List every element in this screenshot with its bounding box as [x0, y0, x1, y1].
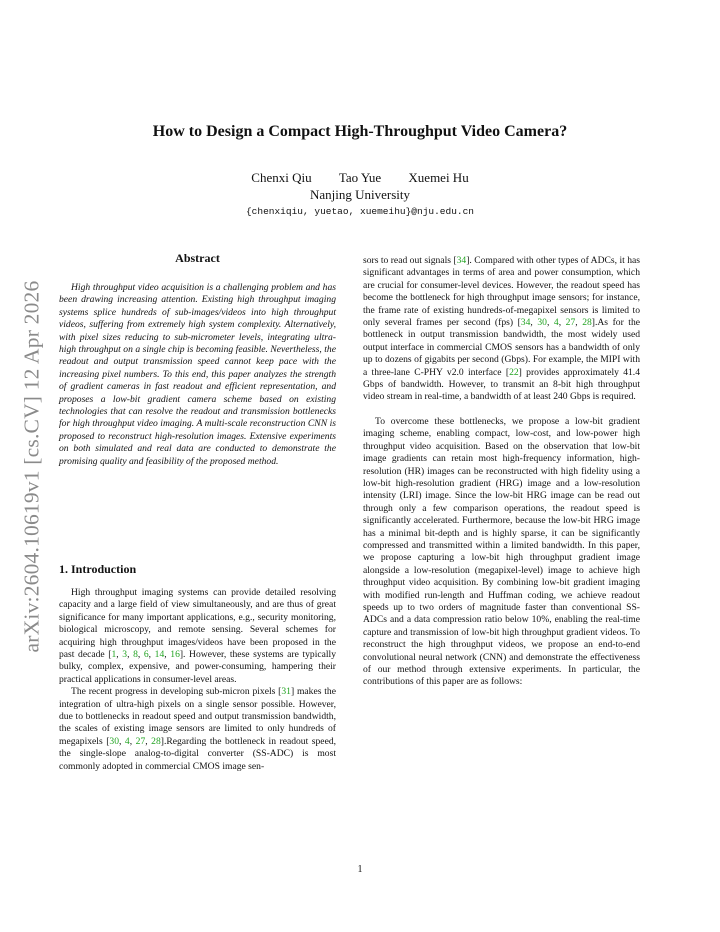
author-name: Xuemei Hu — [408, 170, 469, 185]
citation-link[interactable]: 28 — [151, 735, 161, 747]
section-heading-introduction: 1. Introduction — [59, 562, 137, 576]
arxiv-stamp: arXiv:2604.10619v1 [cs.CV] 12 Apr 2026 — [19, 280, 44, 652]
citation-link[interactable]: 6 — [143, 649, 149, 661]
paragraph: To overcome these bottlenecks, we propose a low-bit gradient imaging scheme, enabling compact, low-cost, and low-power high throughput video acquisition. Based on the observation that low-bit image gradients can retain most high-frequency information, high-resolution (HR) images can be reconstructed with high fidelity using a low-bit high-resolution gradient (HRG) image and a low-resolution intensity (LRI) image. Since the low-bit HRG image can be read out through only a few comparison operations, the readout speed is significantly accelerated. Furthermore, because the low-bit HRG image has a minimal bit-depth and is highly sparse, it can be significantly compressed and transmitted within a limited bandwidth. In this paper, we propose capturing a low-bit high throughput gradient image alongside a low-resolution (megapixel-level) image to achieve high throughput video acquisition. By combining low-bit gradient imaging with modified run-length and Huffman coding, we achieve readout speeds up to two orders of magnitude faster than conventional SS-ADCs and a data compression ratio below 10%, enabling the real-time capture and transmission of low-bit high throughput gradient videos. To reconstruct the high throughput videos, we propose an end-to-end convolutional neural network (CNN) and demonstrate the effectiveness of our method through extensive experiments. In particular, the contributions of this paper are as follows: — [363, 415, 640, 688]
citation-link[interactable]: 4 — [553, 317, 559, 329]
citation-link[interactable]: 31 — [281, 686, 291, 698]
abstract-body: High throughput video acquisition is a challenging problem and has been drawing increasing attention. Existing high throughput imaging systems splice hundreds of sub-images/videos into high throughput videos, suffering from extremely high system complexity. Alternatively, with pixel sizes reducing to sub-micrometer levels, integrating ultra-high throughput on a single chip is becoming feasible. Nevertheless, the readout and output transmission speed cannot keep pace with the increasing pixel numbers. To this end, this paper analyzes the strength of gradient cameras in fast readout and efficient representation, and proposes a low-bit gradient camera scheme based on existing technologies that can resolve the readout and transmission bottlenecks for high throughput video imaging. A multi-scale reconstruction CNN is proposed to reconstruct high-resolution images. Extensive experiments on both simulated and real data are conducted to demonstrate the promising quality and feasibility of the proposed method. — [59, 282, 336, 467]
affiliation: Nanjing University — [309, 187, 410, 202]
introduction-body — [59, 587, 336, 773]
paragraph: The recent progress in developing sub-micron pixels [31] makes the integration of ultra-high pixels on a single sensor possible. However, due to bottlenecks in readout speed and output transmission bandwidth, the scales of existing image sensors are limited to only hundreds of megapixels [30, 4, 27, 28].Regarding the bottleneck in readout speed, the single-slope analog-to-digital converter (SS-ADC) is most commonly adopted in commercial CMOS image sen- — [59, 686, 337, 772]
author-list — [60, 170, 660, 186]
right-column-body — [363, 255, 640, 689]
citation-link[interactable]: 3 — [122, 649, 128, 661]
citation-link[interactable]: 14 — [154, 649, 165, 661]
citation-link[interactable]: 27 — [135, 735, 146, 747]
paper-title: How to Design a Compact High-Throughput Video Camera? — [152, 123, 568, 140]
citation-link[interactable]: 8 — [133, 649, 138, 661]
author-name: Chenxi Qiu — [251, 170, 312, 185]
paragraph: High throughput imaging systems can provide detailed resolving capacity and a large field of view simultaneously, and are thus of great significance for many important applications, e.g., security monitoring, biological microscopy, and remote sensing. Several schemes for acquiring high throughput images/videos have been proposed in the past decade [1, 3, 8, 6, 14, 16]. However, these systems are typically bulky, complex, expensive, and power-consuming, hampering their practical applications in consumer-level areas. — [59, 587, 337, 685]
citation-link[interactable]: 28 — [582, 317, 592, 329]
citation-link[interactable]: 4 — [124, 735, 130, 747]
citation-link[interactable]: 27 — [565, 317, 576, 329]
page-number: 1 — [357, 864, 363, 875]
citation-link[interactable]: 22 — [509, 366, 519, 378]
citation-link[interactable]: 1 — [111, 649, 117, 661]
author-name: Tao Yue — [338, 170, 382, 185]
paragraph: sors to read out signals [34]. Compared with other types of ADCs, it has significant advantages in terms of area and power consumption, which are crucial for consumer-level devices. However, the readout speed has become the bottleneck for high throughput image sensors; for instance, the frame rate of existing hundreds-of-megapixel sensors is limited to only several frames per second (fps) [34, 30, 4, 27, 28].As for the bottleneck in output transmission bandwidth, the most widely used output interface in commercial CMOS sensors has a bandwidth of only up to dozens of gigabits per second (Gbps). For example, the MIPI with a three-lane C-PHY v2.0 interface [22] provides approximately 41.4 Gbps of bandwidth. However, to transmit an 8-bit high throughput video stream in real-time, a bandwidth of at least 240 Gbps is required. — [363, 255, 641, 403]
citation-link[interactable]: 16 — [170, 649, 180, 661]
citation-link[interactable]: 34 — [520, 317, 531, 329]
author-emails: {chenxiqiu, yuetao, xuemeihu}@nju.edu.cn — [245, 206, 475, 217]
citation-link[interactable]: 30 — [109, 735, 119, 747]
abstract-heading: Abstract — [175, 251, 220, 265]
citation-link[interactable]: 34 — [456, 255, 467, 266]
citation-link[interactable]: 30 — [537, 317, 547, 329]
